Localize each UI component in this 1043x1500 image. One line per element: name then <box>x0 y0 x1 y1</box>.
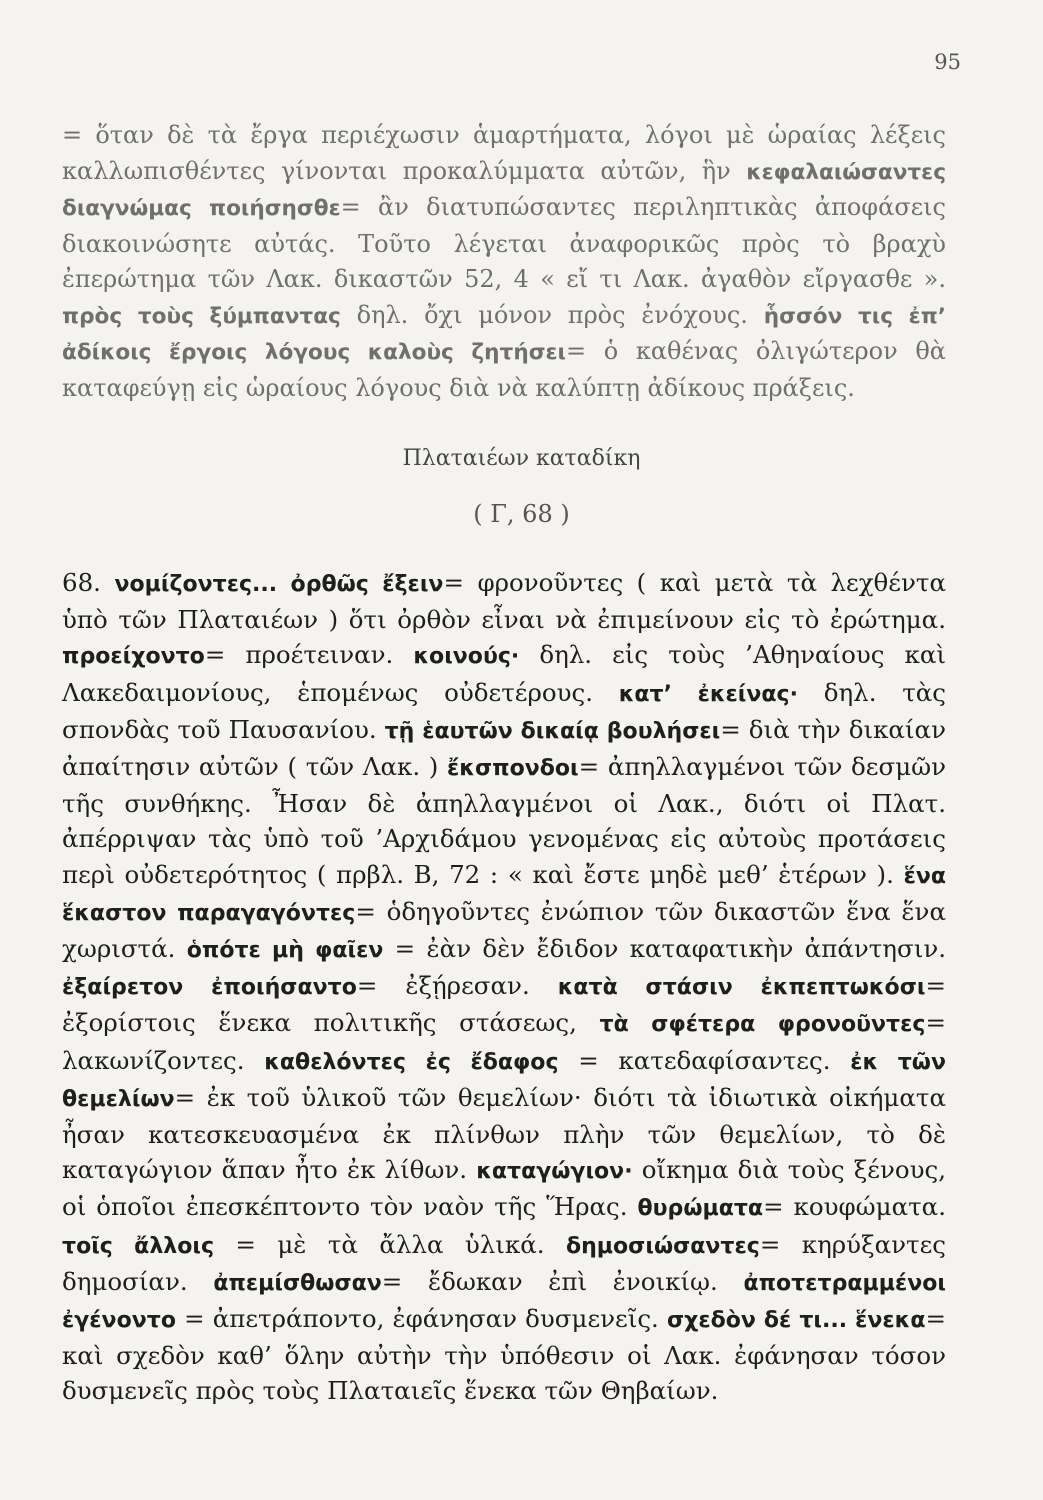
lemma-term: σχεδὸν δέ τι... ἕνεκα <box>666 1308 926 1334</box>
commentary-text: δηλ. τὰς σπονδὰς τοῦ Παυσανίου. <box>62 677 947 744</box>
commentary-text: = ἔδωκαν ἐπὶ ἐνοικίῳ. <box>381 1266 744 1296</box>
main-paragraph <box>62 565 946 1409</box>
lemma-term: ἔκσπονδοι <box>447 756 579 782</box>
lemma-term: προείχοντο <box>62 644 205 670</box>
commentary-text: = ἂν διατυπώσαντες περιληπτικὰς ἀποφάσεις διακοινώσητε αὐτάς. Τοῦτο λέγεται ἀναφορικῶς πρὸς τὸ βραχὺ ἐπερώτημα τῶν Λακ. δικαστῶν 52, 4 « εἴ τι Λακ. ἀγαθὸν εἴργασθε ». <box>62 193 946 293</box>
commentary-text: οἴκημα διὰ τοὺς ξένους, οἱ ὁποῖοι ἐπεσκέπτοντο τὸν ναὸν τῆς Ἥρας. <box>62 1155 946 1222</box>
lemma-term: κατὰ στάσιν ἐκπεπτωκόσι <box>557 975 926 1001</box>
lemma-term: τοῖς ἄλλοις <box>62 1233 215 1259</box>
lemma-term: κατ’ ἐκείνας· <box>618 681 799 707</box>
top-paragraph <box>62 118 946 406</box>
lemma-term: ἧσσόν τις ἐπ’ ἀδίκοις ἔργοις λόγους καλοὺς ζητήσει <box>62 303 946 365</box>
lemma-term: ἀποτετραμμένοι ἐγένοντο <box>62 1270 946 1334</box>
lemma-term: καταγώγιον· <box>476 1159 633 1185</box>
lemma-term: καθελόντες ἐς ἔδαφος <box>264 1049 559 1075</box>
lemma-term: ἐξαίρετον ἐποιήσαντο <box>62 975 357 1001</box>
page-number: 95 <box>934 50 961 74</box>
commentary-text: = κουφώματα. <box>763 1192 946 1222</box>
commentary-text: = καὶ σχεδὸν καθ’ ὅλην αὐτὴν τὴν ὑπόθεσιν οἱ Λακ. ἐφάνησαν τόσον δυσμενεῖς πρὸς τοὺς Πλαταιεῖς ἕνεκα τῶν Θηβαίων. <box>62 1304 946 1406</box>
commentary-text: = κατεδαφίσαντες. <box>558 1045 851 1075</box>
commentary-text: = μὲ τὰ ἄλλα ὑλικά. <box>214 1229 566 1259</box>
commentary-text: = ἐκ τοῦ ὑλικοῦ τῶν θεμελίων· διότι τὰ ἰδιωτικὰ οἰκήματα ἦσαν κατεσκευασμένα ἐκ πλίνθων πλὴν τῶν θεμελίων, τὸ δὲ καταγώγιον ἅπαν ἦτο ἐκ λίθων. <box>62 1082 946 1185</box>
section-reference: ( Γ, 68 ) <box>473 500 570 528</box>
lemma-term: ἀπεμίσθωσαν <box>213 1270 382 1296</box>
lemma-term: νομίζοντες... ὀρθῶς ἔξειν <box>114 572 444 597</box>
commentary-text: = διὰ τὴν δικαίαν ἀπαίτησιν αὐτῶν ( τῶν Λακ. ) <box>62 714 946 782</box>
commentary-text: = λακωνίζοντες. <box>62 1008 946 1075</box>
commentary-text: = ἐξορίστοις ἕνεκα πολιτικῆς στάσεως, <box>62 971 946 1038</box>
section-title: Πλαταιέων καταδίκη <box>402 446 641 471</box>
commentary-text: = κηρύξαντες δημοσίαν. <box>62 1229 946 1296</box>
commentary-text: = ὅταν δὲ τὰ ἔργα περιέχωσιν ἁμαρτήματα, λόγοι μὲ ὡραίας λέξεις καλλωπισθέντες γίνονται προκαλύμματα αὐτῶν, ἣν <box>62 121 946 185</box>
commentary-text: = ἀπετράποντο, ἐφάνησαν δυσμενεῖς. <box>175 1304 667 1334</box>
lemma-term: κεφαλαιώσαντες διαγνώμας ποιήσησθε <box>62 159 946 221</box>
lemma-term: ἐκ τῶν θεμελίων <box>62 1049 946 1112</box>
lemma-term: θυρώματα <box>637 1196 764 1222</box>
commentary-text: = ὁδηγοῦντες ἐνώπιον τῶν δικαστῶν ἕνα ἕνα χωριστά. <box>62 896 946 964</box>
lemma-term: ἕνα ἕκαστον παραγαγόντες <box>62 863 946 926</box>
lemma-term: τὰ σφέτερα φρονοῦντες <box>599 1012 926 1038</box>
commentary-text: = προέτειναν. <box>204 640 414 670</box>
main-commentary <box>62 565 946 1409</box>
commentary-text: = ὁ καθένας ὀλιγώτερον θὰ καταφεύγῃ εἰς ὡραίους λόγους διὰ νὰ καλύπτῃ ἀδίκους πράξεις. <box>62 337 946 402</box>
lemma-term: πρὸς τοὺς ξύμπαντας <box>62 303 341 329</box>
commentary-text: = φρονοῦντες ( καὶ μετὰ τὰ λεχθέντα ὑπὸ τῶν Πλαταιέων ) ὅτι ὀρθὸν εἶναι νὰ ἐπιμείνουν εἰς τὸ ἐρώτημα. <box>62 568 946 635</box>
commentary-text: δηλ. ὄχι μόνον πρὸς ἐνόχους. <box>340 300 764 329</box>
lemma-term: ὁπότε μὴ φαῖεν <box>186 938 384 964</box>
commentary-text: δηλ. εἰς τοὺς ’Αθηναίους καὶ Λακεδαιμονίους, ἑπομένως οὐδετέρους. <box>62 640 946 707</box>
commentary-text: = ἐξῄρεσαν. <box>356 971 558 1001</box>
lemma-term: τῇ ἑαυτῶν δικαίᾳ βουλήσει <box>384 718 721 744</box>
top-commentary <box>62 118 946 406</box>
commentary-text: 68. <box>62 568 115 597</box>
commentary-text: = ἐὰν δὲν ἔδιδον καταφατικὴν ἀπάντησιν. <box>383 934 947 964</box>
lemma-term: κοινούς· <box>413 644 520 670</box>
commentary-text: = ἀπηλλαγμένοι τῶν δεσμῶν τῆς συνθήκης. Ἦσαν δὲ ἀπηλλαγμένοι οἱ Λακ., διότι οἱ Πλατ. ἀπέρριψαν τὰς ὑπὸ τοῦ ’Αρχιδάμου γενομένας εἰς αὐτοὺς προτάσεις περὶ οὐδετερότητος ( πρβλ. Β, 72 : « καὶ ἔστε μηδὲ μεθ’ ἑτέρων ). <box>62 752 946 889</box>
lemma-term: δημοσιώσαντες <box>565 1233 760 1259</box>
